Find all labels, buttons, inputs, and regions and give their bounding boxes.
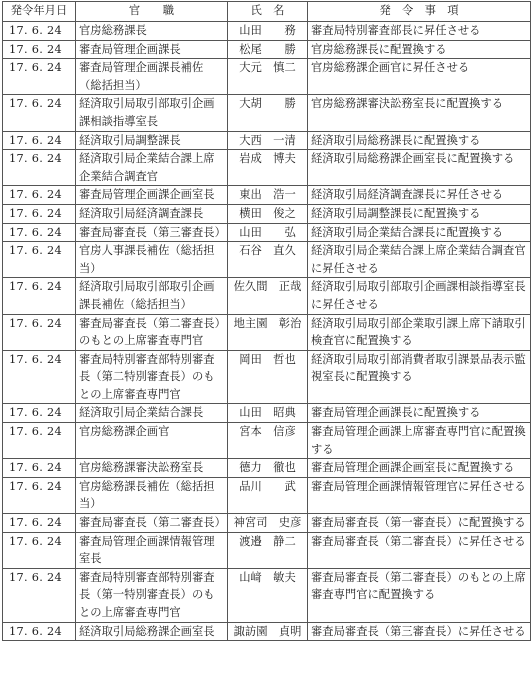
table-body: [3, 22, 531, 641]
cell-name: 山﨑 敏夫: [228, 568, 308, 622]
cell-post: 官房人事課長補佐（総括担当）: [76, 242, 228, 278]
cell-order: 審査局管理企画課長に配置換する: [308, 404, 531, 423]
cell-post: 審査局特別審査部特別審査長（第二特別審査長）のもとの上席審査専門官: [76, 350, 228, 404]
cell-date: 17. 6. 24: [3, 477, 76, 513]
cell-name: 神宮司 史彦: [228, 514, 308, 533]
cell-name: 佐久間 正哉: [228, 278, 308, 314]
header-date: 発令年月日: [3, 2, 76, 22]
cell-date: 17. 6. 24: [3, 59, 76, 95]
table-row: [3, 350, 531, 404]
cell-post: 審査局審査長（第三審査長）: [76, 223, 228, 242]
table-row: [3, 242, 531, 278]
cell-order: 経済取引局取引部消費者取引課景品表示監視室長に配置換する: [308, 350, 531, 404]
cell-order: 経済取引局総務課企画室長に配置換する: [308, 150, 531, 186]
cell-order: 審査局審査長（第二審査長）のもとの上席審査専門官に配置換する: [308, 568, 531, 622]
cell-order: 官房総務課審決訟務室長に配置換する: [308, 95, 531, 131]
cell-post: 経済取引局取引部取引企画課相談指導室長: [76, 95, 228, 131]
cell-order: 経済取引局企業結合課上席企業結合調査官に昇任させる: [308, 242, 531, 278]
cell-post: 経済取引局取引部取引企画課長補佐（総括担当）: [76, 278, 228, 314]
cell-name: 山田 弘: [228, 223, 308, 242]
cell-name: 德力 徹也: [228, 459, 308, 478]
cell-date: 17. 6. 24: [3, 404, 76, 423]
cell-date: 17. 6. 24: [3, 350, 76, 404]
table-row: [3, 622, 531, 641]
cell-post: 審査局管理企画課情報管理室長: [76, 532, 228, 568]
personnel-table: [2, 1, 531, 641]
table-row: [3, 477, 531, 513]
cell-name: 渡邉 静二: [228, 532, 308, 568]
table-row: [3, 314, 531, 350]
table-row: [3, 568, 531, 622]
table-row: [3, 186, 531, 205]
cell-name: 東出 浩一: [228, 186, 308, 205]
cell-post: 審査局管理企画課長補佐（総括担当）: [76, 59, 228, 95]
table-row: [3, 423, 531, 459]
cell-name: 大西 一清: [228, 131, 308, 150]
cell-post: 官房総務課長補佐（総括担当）: [76, 477, 228, 513]
cell-date: 17. 6. 24: [3, 459, 76, 478]
table-row: [3, 278, 531, 314]
cell-order: 審査局管理企画課情報管理官に昇任させる: [308, 477, 531, 513]
table-row: [3, 40, 531, 59]
cell-name: 大胡 勝: [228, 95, 308, 131]
cell-order: 官房総務課企画官に昇任させる: [308, 59, 531, 95]
table-row: [3, 150, 531, 186]
cell-post: 経済取引局総務課企画室長: [76, 622, 228, 641]
cell-name: 宮本 信彦: [228, 423, 308, 459]
cell-post: 経済取引局企業結合課長: [76, 404, 228, 423]
cell-post: 官房総務課企画官: [76, 423, 228, 459]
cell-date: 17. 6. 24: [3, 131, 76, 150]
cell-order: 経済取引局経済調査課長に昇任させる: [308, 186, 531, 205]
cell-name: 岩成 博夫: [228, 150, 308, 186]
table-row: [3, 404, 531, 423]
table-row: [3, 532, 531, 568]
cell-post: 経済取引局企業結合課上席企業結合調査官: [76, 150, 228, 186]
cell-date: 17. 6. 24: [3, 314, 76, 350]
cell-date: 17. 6. 24: [3, 204, 76, 223]
cell-post: 経済取引局調整課長: [76, 131, 228, 150]
header-post: 官 職: [76, 2, 228, 22]
cell-post: 審査局管理企画課企画室長: [76, 186, 228, 205]
cell-order: 経済取引局取引部企業取引課上席下請取引検査官に配置換する: [308, 314, 531, 350]
table-row: [3, 22, 531, 41]
cell-date: 17. 6. 24: [3, 568, 76, 622]
table-row: [3, 459, 531, 478]
cell-date: 17. 6. 24: [3, 95, 76, 131]
cell-name: 地主園 彰治: [228, 314, 308, 350]
cell-date: 17. 6. 24: [3, 278, 76, 314]
cell-order: 経済取引局取引部取引企画課相談指導室長に昇任させる: [308, 278, 531, 314]
cell-post: 官房総務課審決訟務室長: [76, 459, 228, 478]
table-row: [3, 204, 531, 223]
cell-order: 審査局審査長（第二審査長）に昇任させる: [308, 532, 531, 568]
header-name: 氏 名: [228, 2, 308, 22]
cell-order: 審査局管理企画課上席審査専門官に配置換する: [308, 423, 531, 459]
table-row: [3, 131, 531, 150]
cell-date: 17. 6. 24: [3, 622, 76, 641]
cell-order: 審査局審査長（第一審査長）に配置換する: [308, 514, 531, 533]
table-row: [3, 223, 531, 242]
cell-name: 山田 務: [228, 22, 308, 41]
cell-post: 審査局審査長（第二審査長）: [76, 514, 228, 533]
cell-order: 経済取引局総務課長に配置換する: [308, 131, 531, 150]
header-row: [3, 2, 531, 22]
cell-date: 17. 6. 24: [3, 532, 76, 568]
cell-name: 大元 慎二: [228, 59, 308, 95]
cell-name: 松尾 勝: [228, 40, 308, 59]
cell-date: 17. 6. 24: [3, 423, 76, 459]
cell-order: 官房総務課長に配置換する: [308, 40, 531, 59]
cell-name: 岡田 哲也: [228, 350, 308, 404]
cell-post: 審査局管理企画課長: [76, 40, 228, 59]
cell-order: 経済取引局企業結合課長に配置換する: [308, 223, 531, 242]
cell-post: 経済取引局経済調査課長: [76, 204, 228, 223]
header-order: 発 令 事 項: [308, 2, 531, 22]
cell-order: 審査局審査長（第三審査長）に昇任させる: [308, 622, 531, 641]
cell-post: 官房総務課長: [76, 22, 228, 41]
cell-date: 17. 6. 24: [3, 514, 76, 533]
cell-name: 石谷 直久: [228, 242, 308, 278]
cell-post: 審査局審査長（第二審査長）のもとの上席審査専門官: [76, 314, 228, 350]
cell-order: 審査局管理企画課企画室長に配置換する: [308, 459, 531, 478]
cell-date: 17. 6. 24: [3, 150, 76, 186]
cell-date: 17. 6. 24: [3, 242, 76, 278]
cell-order: 審査局特別審査部長に昇任させる: [308, 22, 531, 41]
cell-date: 17. 6. 24: [3, 223, 76, 242]
cell-post: 審査局特別審査部特別審査長（第一特別審査長）のもとの上席審査専門官: [76, 568, 228, 622]
cell-date: 17. 6. 24: [3, 40, 76, 59]
cell-order: 経済取引局調整課長に配置換する: [308, 204, 531, 223]
cell-date: 17. 6. 24: [3, 22, 76, 41]
table-row: [3, 95, 531, 131]
table-row: [3, 59, 531, 95]
cell-name: 横田 俊之: [228, 204, 308, 223]
cell-date: 17. 6. 24: [3, 186, 76, 205]
table-row: [3, 514, 531, 533]
cell-name: 山田 昭典: [228, 404, 308, 423]
cell-name: 品川 武: [228, 477, 308, 513]
cell-name: 諏訪園 貞明: [228, 622, 308, 641]
